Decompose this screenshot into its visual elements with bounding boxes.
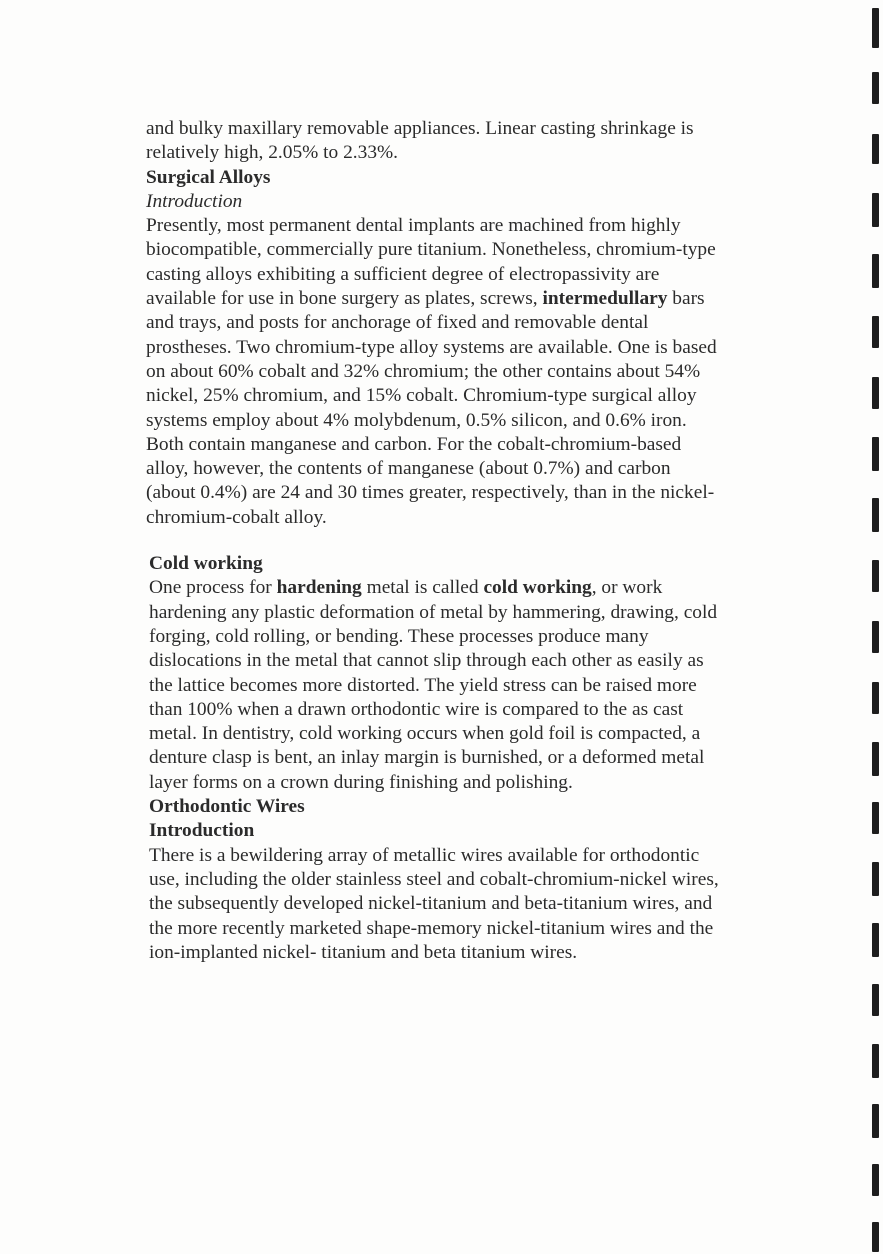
- text-line: dislocations in the metal that cannot slip through each other as easily as: [149, 650, 704, 672]
- section-heading-orthodontic-wires: Orthodontic Wires: [149, 796, 305, 818]
- binding-hole: [872, 923, 879, 957]
- section-heading-cold-working: Cold working: [149, 553, 263, 575]
- text-line: hardening any plastic deformation of metal by hammering, drawing, cold: [149, 601, 718, 623]
- text-line: [149, 576, 786, 600]
- text-span: bars: [667, 288, 705, 310]
- text-span: metal is called: [361, 577, 484, 599]
- binding-hole: [872, 1164, 879, 1196]
- binding-hole: [872, 377, 879, 409]
- binding-hole: [872, 1222, 879, 1252]
- text-span: available for use in bone surgery as plates, screws,: [146, 288, 543, 310]
- text-line: prostheses. Two chromium-type alloy systems are available. One is based: [146, 336, 717, 358]
- cold-working-section: [149, 552, 786, 965]
- binding-hole: [872, 621, 879, 653]
- text-line: chromium-cobalt alloy.: [146, 506, 327, 528]
- text-line: the subsequently developed nickel-titanium and beta-titanium wires, and: [149, 893, 713, 915]
- text-span: , or work: [591, 577, 663, 599]
- bold-term-intermedullary: intermedullary: [542, 288, 668, 310]
- bold-term-cold-working: cold working: [483, 577, 592, 599]
- binding-hole: [872, 802, 879, 834]
- binding-hole: [872, 862, 879, 896]
- bold-term-hardening: hardening: [276, 577, 362, 599]
- binding-hole: [872, 8, 879, 48]
- text-span: One process for: [149, 577, 277, 599]
- binding-hole: [872, 1104, 879, 1138]
- text-line: and bulky maxillary removable appliances. Linear casting shrinkage is: [146, 118, 694, 139]
- binding-hole: [872, 682, 879, 714]
- text-line: use, including the older stainless steel and cobalt-chromium-nickel wires,: [149, 868, 719, 890]
- binding-hole: [872, 72, 879, 104]
- document-text: [146, 117, 786, 965]
- text-line: and trays, and posts for anchorage of fixed and removable dental: [146, 312, 649, 334]
- subheading-introduction: Introduction: [146, 190, 243, 212]
- section-heading-surgical-alloys: Surgical Alloys: [146, 166, 271, 188]
- text-line: biocompatible, commercially pure titanium. Nonetheless, chromium-type: [146, 239, 716, 261]
- binding-hole: [872, 134, 879, 164]
- text-line: than 100% when a drawn orthodontic wire is compared to the as cast: [149, 698, 684, 720]
- text-line: layer forms on a crown during finishing and polishing.: [149, 771, 573, 793]
- binding-hole: [872, 742, 879, 776]
- binding-hole: [872, 437, 879, 471]
- binding-hole: [872, 560, 879, 592]
- text-line: Both contain manganese and carbon. For the cobalt-chromium-based: [146, 433, 682, 455]
- text-line: denture clasp is bent, an inlay margin is burnished, or a deformed metal: [149, 747, 705, 769]
- text-line: alloy, however, the contents of manganese (about 0.7%) and carbon: [146, 458, 671, 480]
- text-line: casting alloys exhibiting a sufficient degree of electropassivity are: [146, 263, 660, 285]
- text-line: on about 60% cobalt and 32% chromium; the other contains about 54%: [146, 360, 701, 382]
- text-line: the lattice becomes more distorted. The yield stress can be raised more: [149, 674, 697, 696]
- binding-hole: [872, 254, 879, 288]
- text-line: systems employ about 4% molybdenum, 0.5% silicon, and 0.6% iron.: [146, 409, 687, 431]
- text-line: nickel, 25% chromium, and 15% cobalt. Chromium-type surgical alloy: [146, 385, 697, 407]
- text-line: relatively high, 2.05% to 2.33%.: [146, 142, 399, 164]
- text-line: forging, cold rolling, or bending. These processes produce many: [149, 625, 649, 647]
- text-line: the more recently marketed shape-memory nickel-titanium wires and the: [149, 917, 714, 939]
- subheading-introduction-bold: Introduction: [149, 820, 255, 842]
- text-line: (about 0.4%) are 24 and 30 times greater, respectively, than in the nickel-: [146, 482, 715, 504]
- text-line: [146, 287, 786, 311]
- binding-hole: [872, 1044, 879, 1078]
- surgical-alloys-paragraph: [146, 214, 786, 530]
- text-line: Presently, most permanent dental implants are machined from highly: [146, 215, 681, 237]
- binding-hole: [872, 498, 879, 532]
- text-line: There is a bewildering array of metallic wires available for orthodontic: [149, 844, 700, 866]
- binding-hole: [872, 316, 879, 348]
- binding-hole: [872, 193, 879, 227]
- text-line: ion-implanted nickel- titanium and beta titanium wires.: [149, 941, 578, 963]
- paragraph-gap: [146, 530, 786, 552]
- text-line: metal. In dentistry, cold working occurs when gold foil is compacted, a: [149, 723, 701, 745]
- binding-hole: [872, 984, 879, 1016]
- intro-paragraph: [146, 117, 786, 166]
- spiral-binding: [868, 0, 883, 1254]
